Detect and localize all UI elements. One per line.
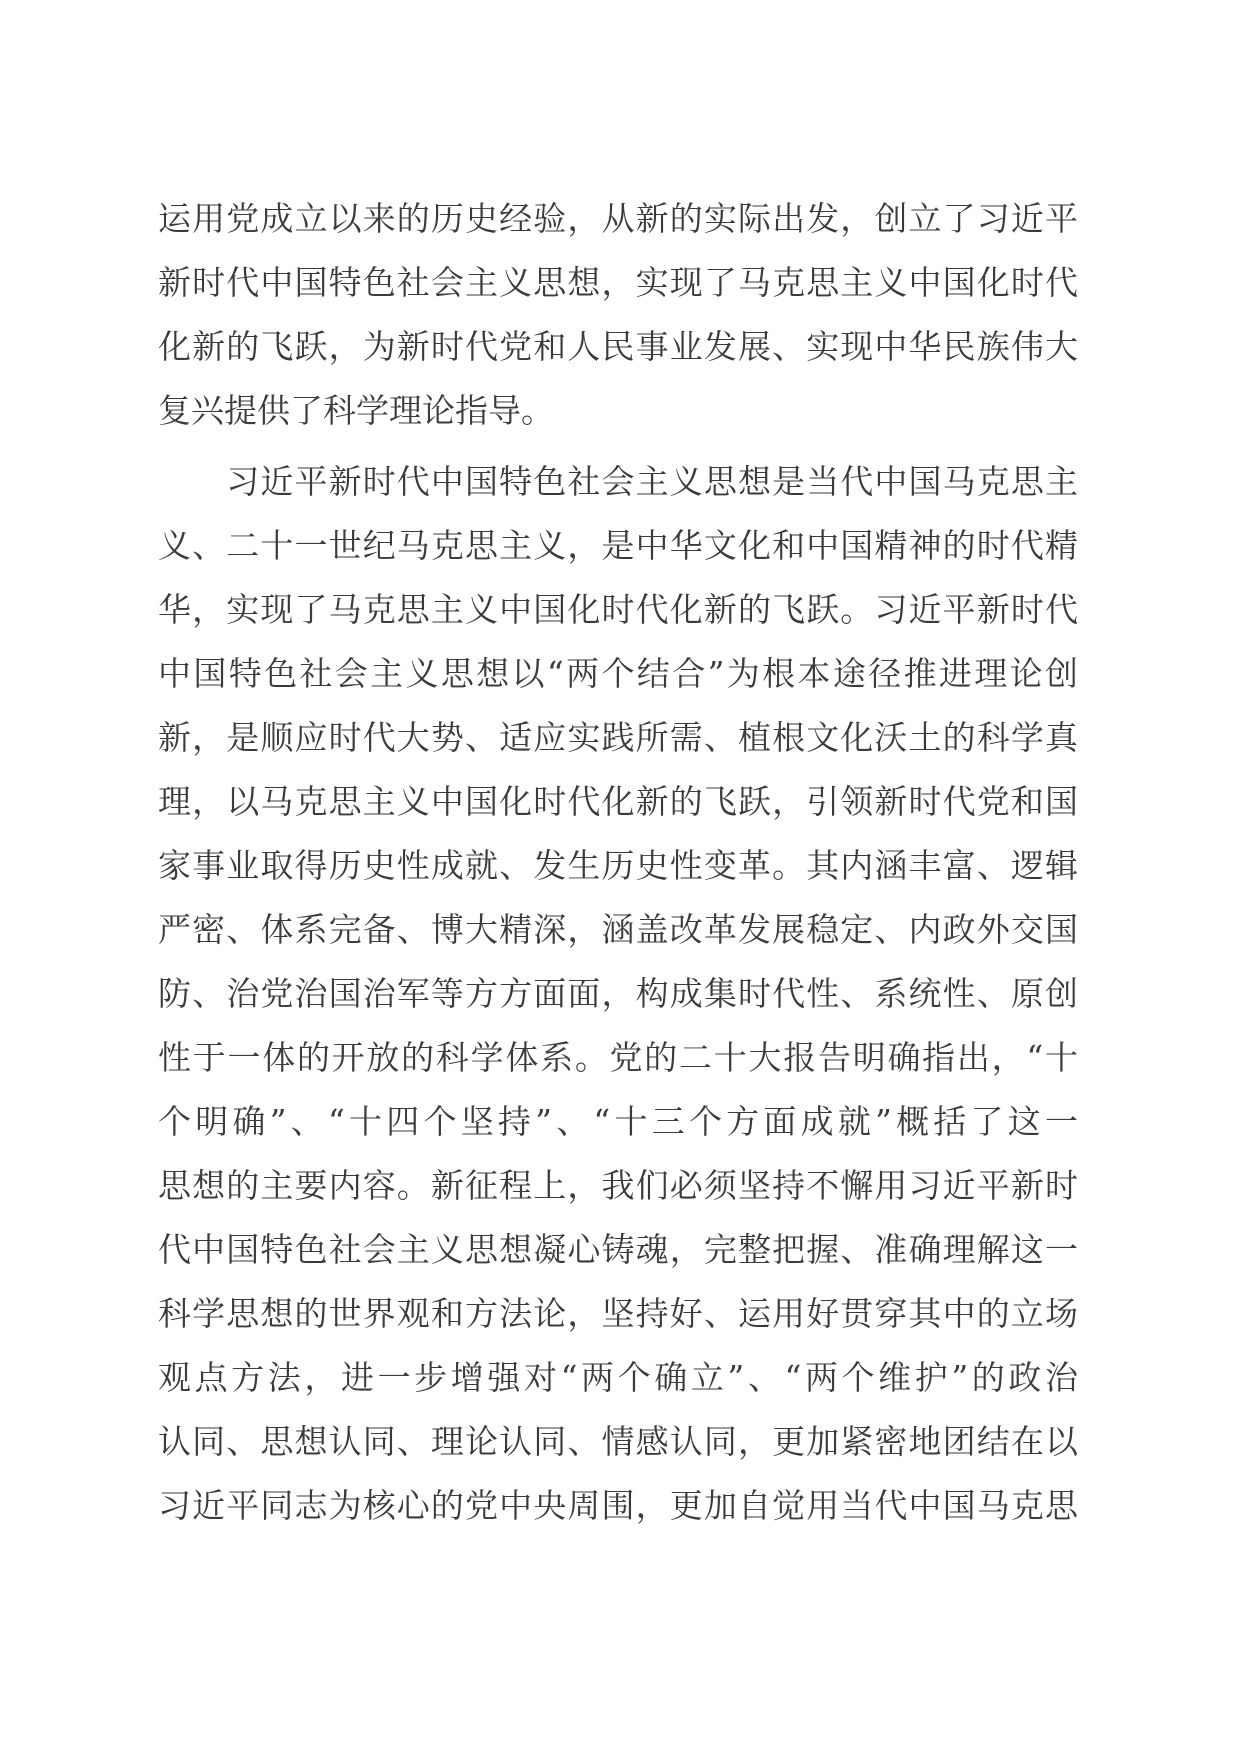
- text-line: 复兴提供了科学理论指导。: [158, 391, 554, 430]
- paragraph-1: [158, 187, 1078, 443]
- text-line: 新，是顺应时代大势、适应实践所需、植根文化沃土的科学真: [158, 718, 1078, 757]
- text-line: 家事业取得历史性成就、发生历史性变革。其内涵丰富、逻辑: [158, 846, 1078, 885]
- text-line: 华，实现了马克思主义中国化时代化新的飞跃。习近平新时代: [158, 590, 1078, 629]
- text-line: 代中国特色社会主义思想凝心铸魂，完整把握、准确理解这一: [158, 1230, 1078, 1269]
- text-line: 个明确”、“十四个坚持”、“十三个方面成就”概括了这一: [158, 1102, 1078, 1141]
- text-line: 认同、思想认同、理论认同、情感认同，更加紧密地团结在以: [158, 1422, 1078, 1461]
- text-line: 新时代中国特色社会主义思想，实现了马克思主义中国化时代: [158, 263, 1078, 302]
- text-line: 运用党成立以来的历史经验，从新的实际出发，创立了习近平: [158, 199, 1078, 238]
- paragraph-2: [158, 450, 1078, 1538]
- text-line: 观点方法，进一步增强对“两个确立”、“两个维护”的政治: [158, 1358, 1078, 1397]
- text-line: 科学思想的世界观和方法论，坚持好、运用好贯穿其中的立场: [158, 1294, 1078, 1333]
- text-line: 思想的主要内容。新征程上，我们必须坚持不懈用习近平新时: [158, 1166, 1078, 1205]
- text-line: 性于一体的开放的科学体系。党的二十大报告明确指出，“十: [158, 1038, 1078, 1077]
- body-text: [158, 187, 1078, 1538]
- text-line: 义、二十一世纪马克思主义，是中华文化和中国精神的时代精: [158, 526, 1078, 565]
- text-line: 严密、体系完备、博大精深，涵盖改革发展稳定、内政外交国: [158, 910, 1078, 949]
- text-line: 中国特色社会主义思想以“两个结合”为根本途径推进理论创: [158, 654, 1078, 693]
- paragraph-gap: [158, 443, 1078, 450]
- text-line: 习近平新时代中国特色社会主义思想是当代中国马克思主: [158, 462, 1078, 501]
- text-line: 习近平同志为核心的党中央周围，更加自觉用当代中国马克思: [158, 1486, 1078, 1525]
- text-line: 化新的飞跃，为新时代党和人民事业发展、实现中华民族伟大: [158, 327, 1078, 366]
- text-line: 理，以马克思主义中国化时代化新的飞跃，引领新时代党和国: [158, 782, 1078, 821]
- text-line: 防、治党治国治军等方方面面，构成集时代性、系统性、原创: [158, 974, 1078, 1013]
